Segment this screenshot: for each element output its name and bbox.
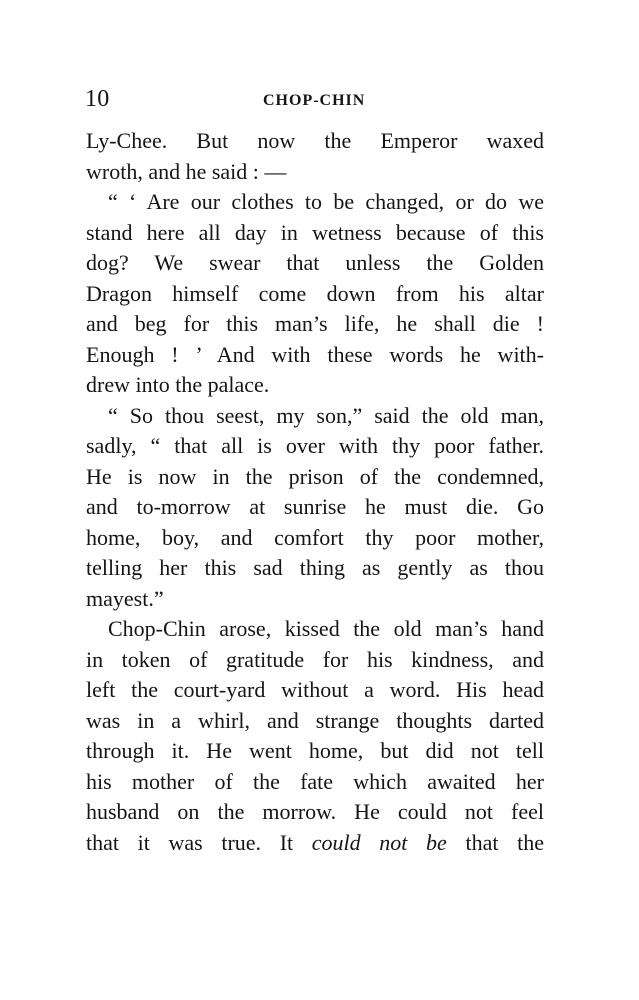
text-line: wroth, and he said : —: [86, 158, 287, 184]
text-line: and beg for this man’s life, he shall die !: [86, 311, 544, 336]
final-line-end: that the: [446, 829, 544, 855]
text-line: Dragon himself come down from his altar: [86, 280, 544, 306]
text-line: home, boy, and comfort thy poor mother,: [86, 524, 544, 550]
text-line: in token of gratitude for his kindness, and: [86, 646, 544, 672]
text-line: his mother of the fate which awaited her: [86, 768, 544, 794]
text-line: dog? We swear that unless the Golden: [86, 250, 544, 275]
text-line: was in a whirl, and strange thoughts darted: [86, 707, 544, 733]
text-line: through it. He went home, but did not tell: [86, 738, 544, 763]
final-line-start: that it was true. It: [86, 829, 312, 855]
text-line: drew into the palace.: [86, 372, 270, 397]
text-line: “ ‘ Are our clothes to be changed, or do we: [108, 189, 544, 214]
text-line: left the court-yard without a word. His head: [86, 677, 544, 702]
italic-phrase: could not be: [311, 829, 447, 855]
text-line: stand here all day in wetness because of this: [86, 219, 544, 245]
text-line: “ So thou seest, my son,” said the old man,: [108, 402, 544, 428]
text-line: mayest.”: [86, 585, 164, 611]
body-text: [86, 126, 544, 858]
page-number: 10: [85, 86, 110, 112]
text-line: Ly-Chee. But now the Emperor waxed: [86, 128, 544, 153]
final-text-line: [86, 828, 544, 859]
running-head: CHOP-CHIN: [263, 92, 366, 109]
text-line: and to-morrow at sunrise he must die. Go: [86, 494, 544, 519]
text-line: Chop-Chin arose, kissed the old man’s hand: [108, 616, 544, 641]
text-line: telling her this sad thing as gently as thou: [86, 555, 544, 580]
text-line: husband on the morrow. He could not feel: [86, 799, 544, 824]
text-line: Enough ! ’ And with these words he with-: [86, 341, 544, 367]
page-header: [85, 86, 545, 118]
text-line: sadly, “ that all is over with thy poor father.: [86, 433, 544, 458]
text-line: He is now in the prison of the condemned,: [86, 463, 544, 489]
